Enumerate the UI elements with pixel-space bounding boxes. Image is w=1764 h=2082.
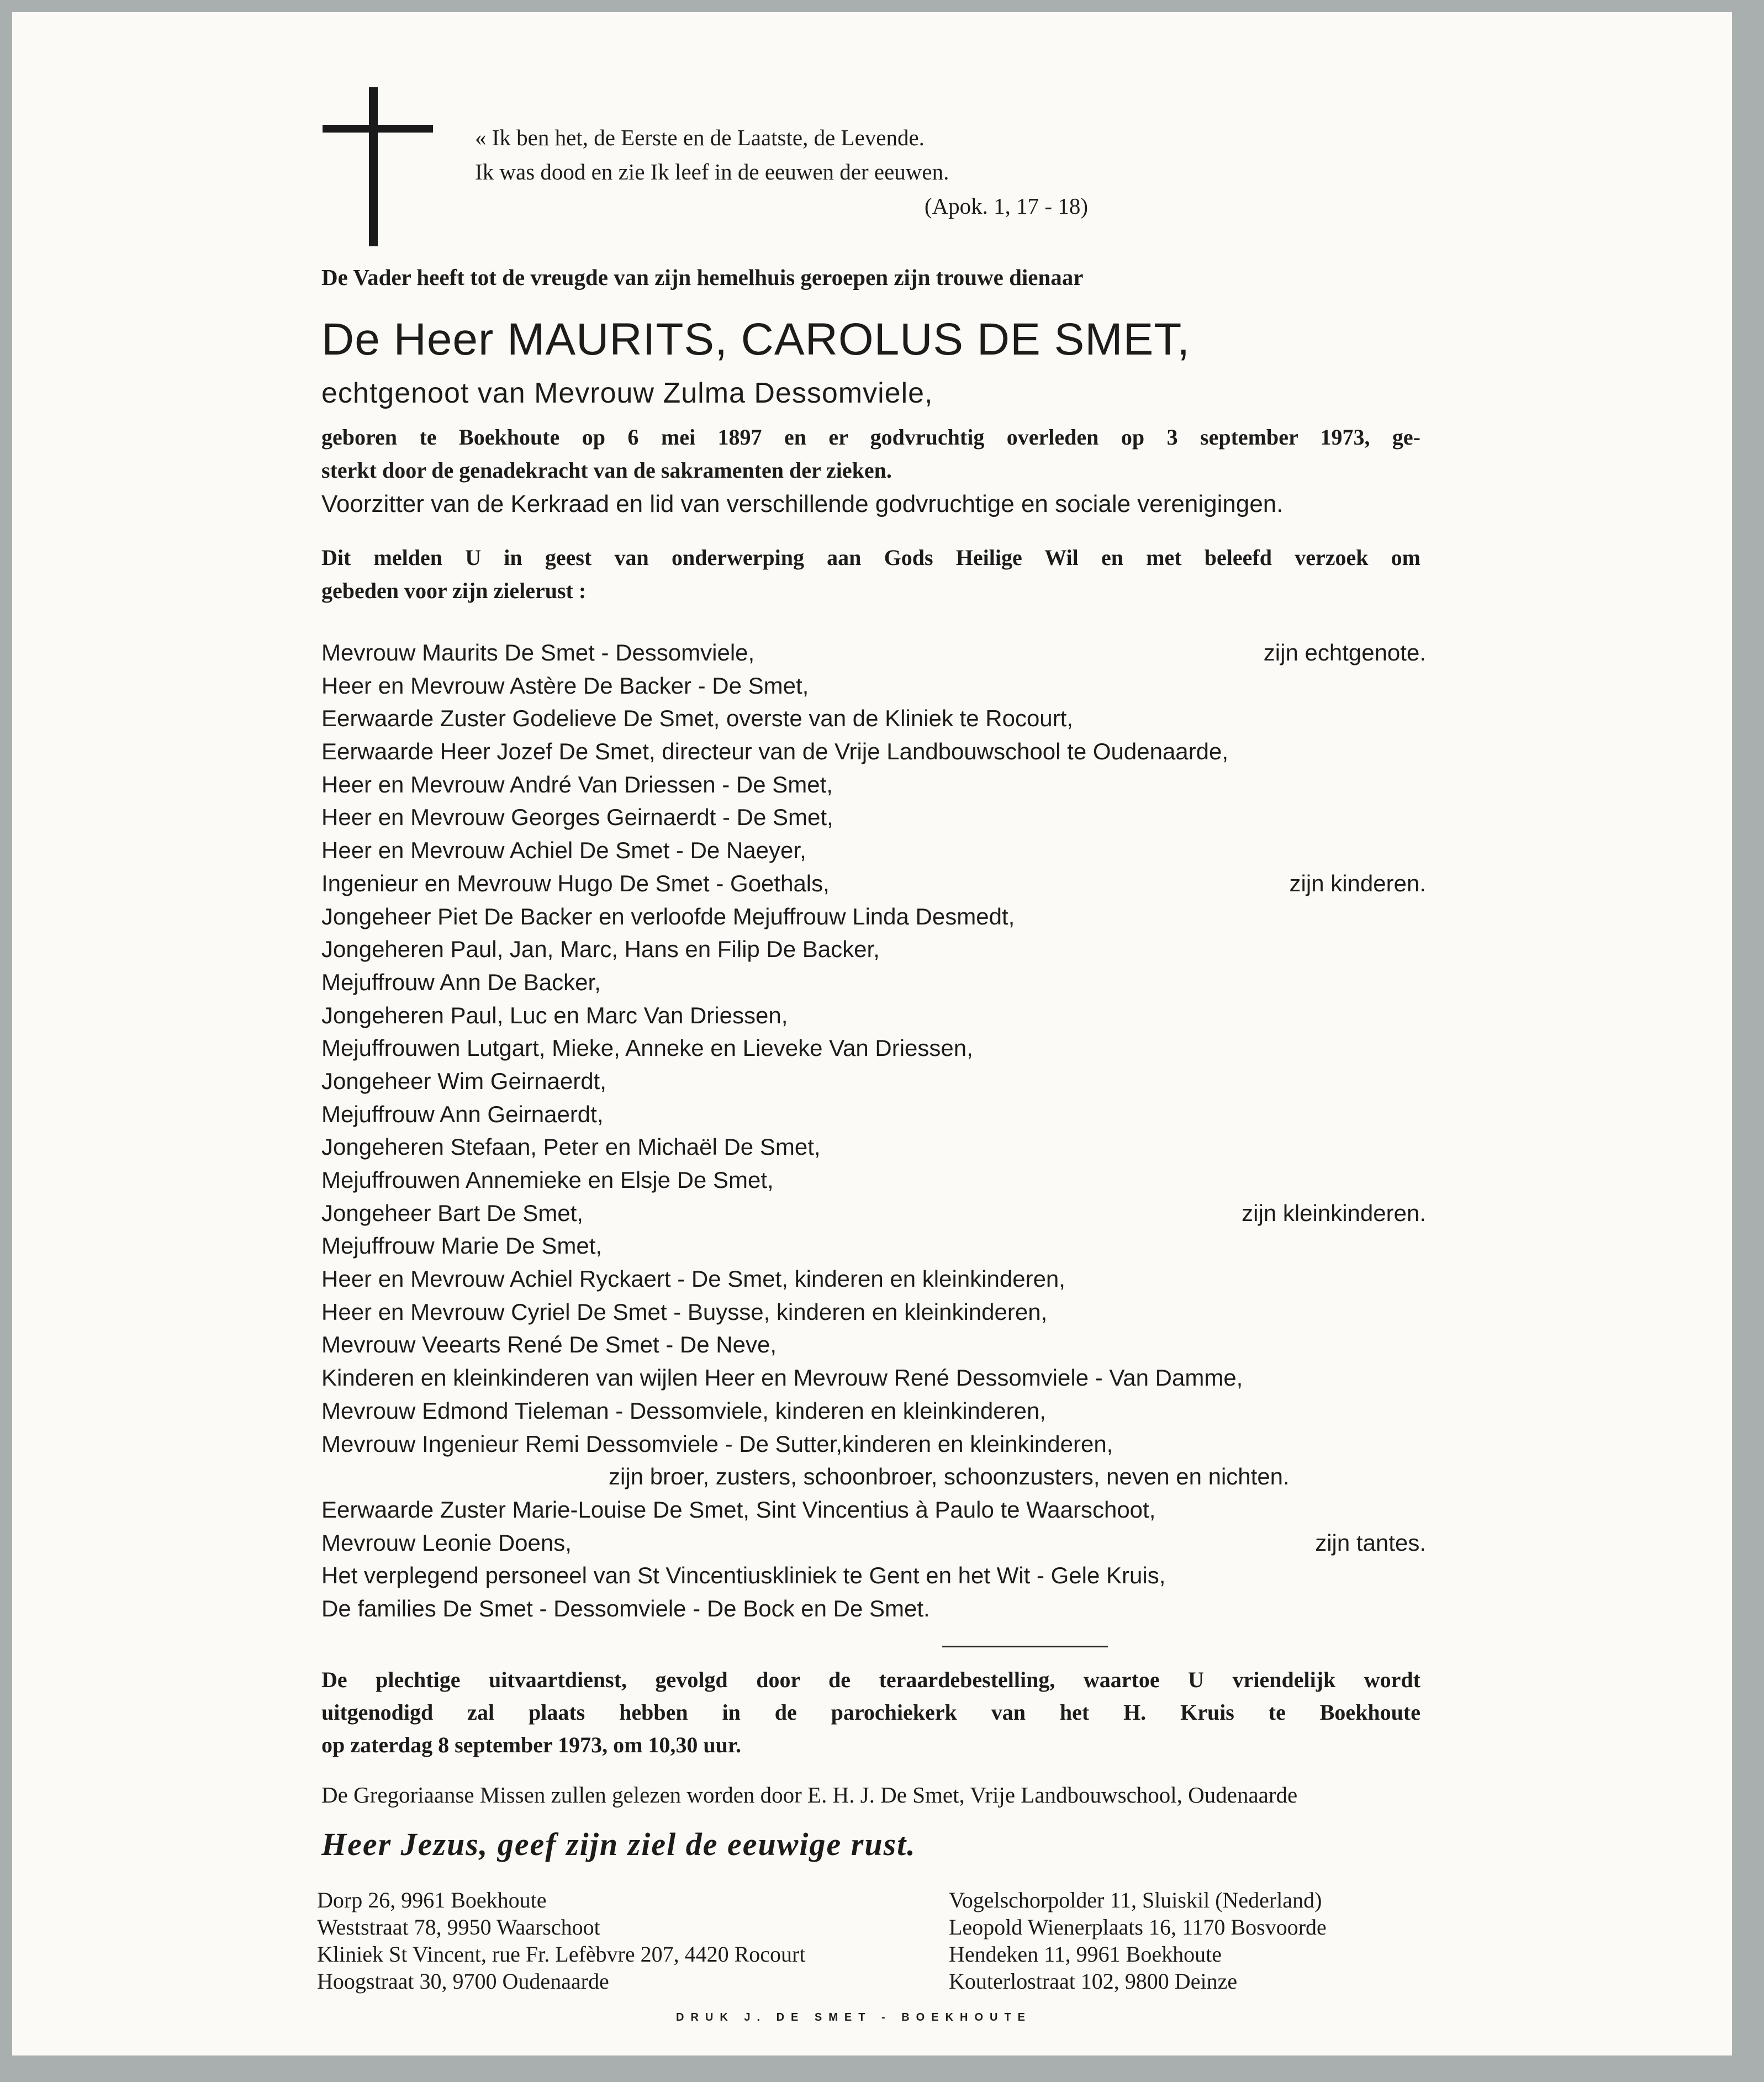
family-row bbox=[321, 1361, 1426, 1394]
family-row bbox=[321, 1130, 1426, 1164]
funeral-text bbox=[321, 1663, 1420, 1761]
family-name: Heer en Mevrouw Achiel Ryckaert - De Smet, kinderen en kleinkinderen, bbox=[321, 1266, 1065, 1292]
family-row bbox=[321, 1197, 1426, 1230]
announcement-text bbox=[321, 541, 1420, 607]
family-name: Mejuffrouw Ann De Backer, bbox=[321, 969, 601, 995]
family-row bbox=[321, 834, 1426, 867]
family-row bbox=[321, 1262, 1426, 1296]
family-row bbox=[321, 966, 1426, 999]
family-name: Heer en Mevrouw Astère De Backer - De Smet, bbox=[321, 672, 809, 699]
announcement-line-2: gebeden voor zijn zielerust : bbox=[321, 578, 587, 603]
masses-text: De Gregoriaanse Missen zullen gelezen worden door E. H. J. De Smet, Vrije Landbouwschool, Oudenaarde bbox=[321, 1782, 1298, 1808]
family-name: Eerwaarde Heer Jozef De Smet, directeur van de Vrije Landbouwschool te Oudenaarde, bbox=[321, 738, 1229, 765]
family-name: Ingenieur en Mevrouw Hugo De Smet - Goethals, bbox=[321, 870, 830, 896]
family-name: Mevrouw Veearts René De Smet - De Neve, bbox=[321, 1331, 777, 1358]
addresses-right bbox=[949, 1887, 1327, 1995]
family-row bbox=[321, 1394, 1426, 1428]
address-line: Kouterlostraat 102, 9800 Deinze bbox=[949, 1969, 1238, 1994]
address-line: Hendeken 11, 9961 Boekhoute bbox=[949, 1942, 1222, 1967]
prayer-text: Heer Jezus, geef zijn ziel de eeuwige rust. bbox=[321, 1826, 916, 1862]
family-row bbox=[321, 801, 1426, 834]
family-row bbox=[321, 1592, 1426, 1625]
family-name: Jongeheer Piet De Backer en verloofde Mejuffrouw Linda Desmedt, bbox=[321, 903, 1015, 929]
family-row bbox=[321, 1032, 1426, 1065]
cross-icon-bar bbox=[323, 125, 433, 133]
family-name: Mevrouw Maurits De Smet - Dessomviele, bbox=[321, 640, 755, 665]
verse-line-1: « Ik ben het, de Eerste en de Laatste, de Levende. bbox=[475, 125, 925, 150]
family-name: Jongeheren Stefaan, Peter en Michaël De Smet, bbox=[321, 1134, 821, 1160]
birth-death-line-2: sterkt door de genadekracht van de sakramenten der zieken. bbox=[321, 458, 892, 483]
family-relation: zijn echtgenote. bbox=[1263, 640, 1426, 665]
printer-credit: DRUK J. DE SMET - BOEKHOUTE bbox=[676, 2011, 1032, 2023]
family-name: Kinderen en kleinkinderen van wijlen Heer en Mevrouw René Dessomviele - Van Damme, bbox=[321, 1365, 1243, 1391]
bible-verse bbox=[475, 120, 1105, 223]
family-row bbox=[321, 1098, 1426, 1131]
funeral-line-1: De plechtige uitvaartdienst, gevolgd door de teraardebestelling, waartoe U vriendelijk wordt bbox=[321, 1667, 1420, 1692]
family-row bbox=[321, 1164, 1426, 1197]
funeral-line-3: op zaterdag 8 september 1973, om 10,30 uur. bbox=[321, 1732, 741, 1757]
family-row bbox=[321, 933, 1426, 966]
family-name: Mevrouw Leonie Doens, bbox=[321, 1529, 572, 1556]
birth-death-line-1: geboren te Boekhoute op 6 mei 1897 en er godvruchtig overleden op 3 september 1973, ge- bbox=[321, 425, 1420, 450]
address-line: Dorp 26, 9961 Boekhoute bbox=[317, 1888, 547, 1912]
announcement-line-1: Dit melden U in geest van onderwerping aan Gods Heilige Wil en met beleefd verzoek om bbox=[321, 545, 1420, 570]
family-name: Mejuffrouwen Annemieke en Elsje De Smet, bbox=[321, 1167, 774, 1193]
family-name: Jongeheren Paul, Jan, Marc, Hans en Filip De Backer, bbox=[321, 936, 880, 963]
family-row bbox=[321, 1328, 1426, 1361]
family-row bbox=[321, 1296, 1426, 1329]
address-line: Vogelschorpolder 11, Sluiskil (Nederland) bbox=[949, 1888, 1322, 1912]
verse-line-2: Ik was dood en zie Ik leef in de eeuwen der eeuwen. bbox=[475, 159, 949, 184]
family-name: Mevrouw Edmond Tieleman - Dessomviele, kinderen en kleinkinderen, bbox=[321, 1397, 1046, 1424]
family-name: Mejuffrouw Ann Geirnaerdt, bbox=[321, 1101, 604, 1127]
family-name: Heer en Mevrouw Achiel De Smet - De Naeyer, bbox=[321, 837, 806, 864]
birth-death-text bbox=[321, 421, 1420, 487]
divider bbox=[942, 1646, 1108, 1647]
cross-icon bbox=[369, 87, 378, 246]
chair-text: Voorzitter van de Kerkraad en lid van verschillende godvruchtige en sociale verenigingen. bbox=[321, 490, 1284, 517]
addresses-left bbox=[317, 1887, 805, 1995]
family-row bbox=[321, 999, 1426, 1032]
family-relation: zijn kleinkinderen. bbox=[1242, 1199, 1426, 1226]
family-name: zijn broer, zusters, schoonbroer, schoonzusters, neven en nichten. bbox=[609, 1463, 1290, 1490]
family-name: Mejuffrouw Marie De Smet, bbox=[321, 1233, 603, 1259]
family-name: Jongeheer Wim Geirnaerdt, bbox=[321, 1068, 606, 1094]
family-row bbox=[321, 1559, 1426, 1592]
family-name: Heer en Mevrouw Cyriel De Smet - Buysse, kinderen en kleinkinderen, bbox=[321, 1298, 1048, 1325]
spouse-line: echtgenoot van Mevrouw Zulma Dessomviele, bbox=[321, 377, 933, 409]
family-name: Eerwaarde Zuster Marie-Louise De Smet, Sint Vincentius à Paulo te Waarschoot, bbox=[321, 1496, 1156, 1523]
family-relation: zijn kinderen. bbox=[1289, 870, 1426, 896]
family-row bbox=[321, 1428, 1426, 1461]
address-line: Kliniek St Vincent, rue Fr. Lefèbvre 207, 4420 Rocourt bbox=[317, 1942, 806, 1967]
family-row bbox=[321, 900, 1426, 933]
funeral-line-2: uitgenodigd zal plaats hebben in de parochiekerk van het H. Kruis te Boekhoute bbox=[321, 1700, 1420, 1725]
family-name: Heer en Mevrouw André Van Driessen - De Smet, bbox=[321, 771, 833, 797]
family-name: De families De Smet - Dessomviele - De Bock en De Smet. bbox=[321, 1595, 930, 1621]
family-name: Mevrouw Ingenieur Remi Dessomviele - De Sutter,kinderen en kleinkinderen, bbox=[321, 1430, 1113, 1457]
family-row bbox=[321, 768, 1426, 801]
family-row bbox=[321, 867, 1426, 900]
verse-reference: (Apok. 1, 17 - 18) bbox=[924, 193, 1088, 219]
family-row bbox=[321, 669, 1426, 702]
address-line: Hoogstraat 30, 9700 Oudenaarde bbox=[317, 1969, 609, 1994]
address-line: Leopold Wienerplaats 16, 1170 Bosvoorde bbox=[949, 1915, 1327, 1940]
family-name: Jongeheer Bart De Smet, bbox=[321, 1199, 583, 1226]
family-name: Eerwaarde Zuster Godelieve De Smet, overste van de Kliniek te Rocourt, bbox=[321, 705, 1073, 732]
family-name: Heer en Mevrouw Georges Geirnaerdt - De Smet, bbox=[321, 804, 833, 831]
family-name: Mejuffrouwen Lutgart, Mieke, Anneke en Lieveke Van Driessen, bbox=[321, 1035, 973, 1061]
family-row bbox=[321, 702, 1426, 735]
family-name: Jongeheren Paul, Luc en Marc Van Driessen, bbox=[321, 1002, 788, 1028]
family-relation: zijn tantes. bbox=[1315, 1529, 1426, 1556]
family-row bbox=[321, 1526, 1426, 1560]
address-line: Weststraat 78, 9950 Waarschoot bbox=[317, 1915, 600, 1940]
family-row bbox=[321, 636, 1426, 669]
family-row bbox=[321, 1229, 1426, 1262]
family-row bbox=[321, 1493, 1426, 1526]
intro-text: De Vader heeft tot de vreugde van zijn hemelhuis geroepen zijn trouwe dienaar bbox=[321, 265, 1084, 290]
family-list bbox=[321, 636, 1426, 1625]
deceased-name: De Heer MAURITS, CAROLUS DE SMET, bbox=[321, 314, 1191, 364]
family-row bbox=[321, 1065, 1426, 1098]
family-row bbox=[321, 1460, 1426, 1493]
family-name: Het verplegend personeel van St Vincentiuskliniek te Gent en het Wit - Gele Kruis, bbox=[321, 1562, 1166, 1589]
family-row bbox=[321, 735, 1426, 768]
